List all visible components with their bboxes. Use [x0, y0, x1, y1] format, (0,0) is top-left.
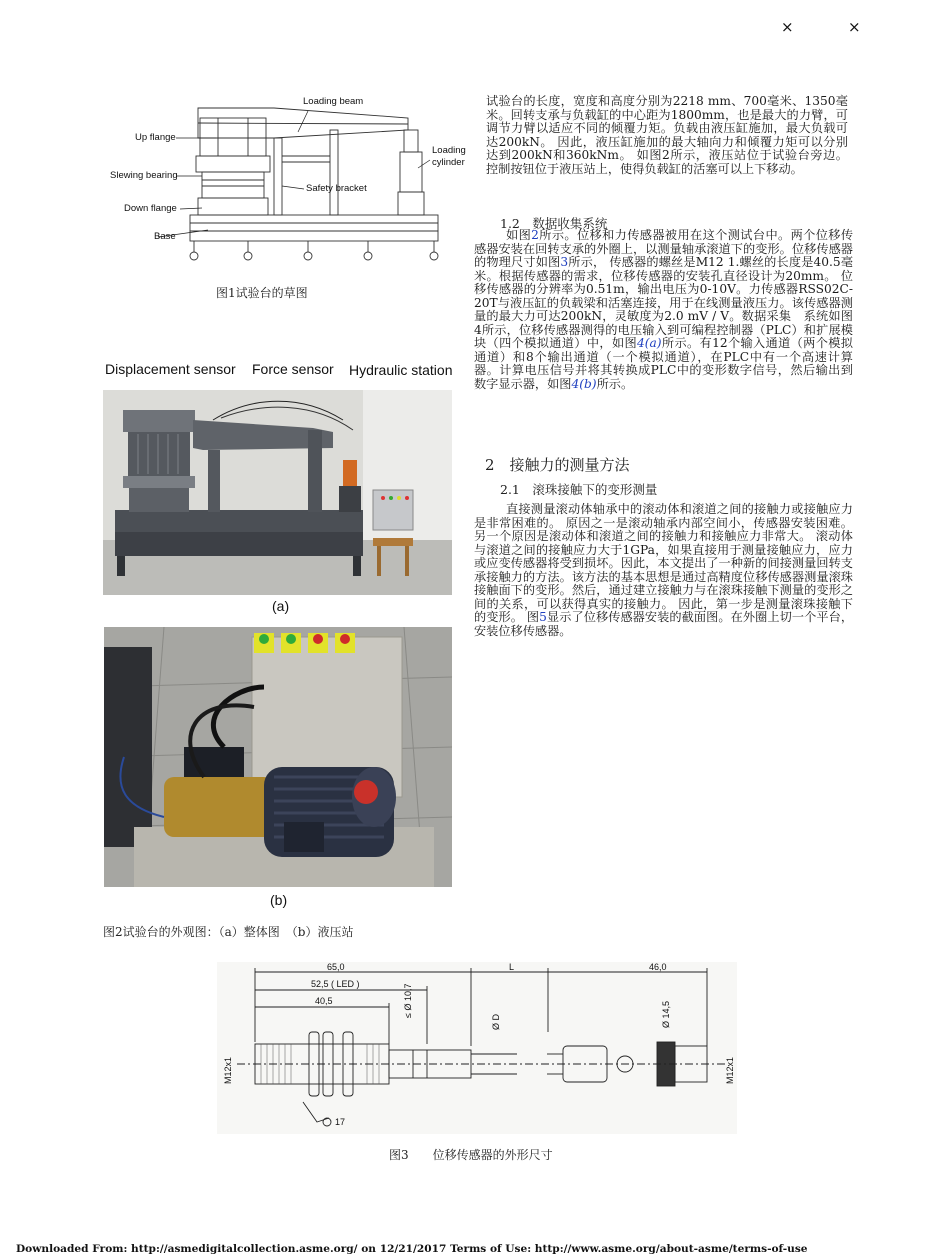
figure1-caption: 图1试验台的草图: [216, 286, 308, 300]
figure-ref-4a[interactable]: 4(a): [637, 336, 662, 350]
dim-65: 65,0: [327, 962, 345, 972]
figure3-drawing: [217, 962, 737, 1134]
section-1-2-title: 1.2 数据收集系统: [500, 216, 608, 231]
text-run: 如图: [506, 228, 532, 242]
dim-46: 46,0: [649, 962, 667, 972]
figure1-sketch: [98, 90, 466, 270]
text-run: 直接测量滚动体轴承中的滚动体和滚道之间的接触力或接触应力是非常困难的。 原因之一是滚动轴承内部空间小，传感器安装困难。另一个原因是滚动体和滚道之间的接触力和接触应力非常大。 滚动体与滚道之间的接触应力大于1GPa，如果直接用于测量接触应力，应力或应变传感器将受到损坏。因此，本文提出了一种新的间接测量回转支承接触力的方法。该方法的基本思想是通过高精度位移传感器测量滚珠接触面下的变形。然后，通过建立接触力与在滚珠接触下测量的变形之间的关系，可以获得真实的接触力。 因此，第一步是测量滚珠接触下的变形。 图: [474, 502, 853, 624]
label-loading-beam: Loading beam: [303, 96, 364, 107]
dim-m12-right: M12x1: [725, 1056, 735, 1084]
label-base: Base: [154, 231, 176, 242]
dim-dD: Ø D: [491, 1013, 501, 1030]
paragraph-text: [474, 503, 853, 638]
label-force-sensor: Force sensor: [252, 361, 334, 377]
dim-L: L: [509, 962, 515, 972]
paragraph-data-collection: [474, 229, 853, 391]
text-run: 显示了位移传感器安装的截面图。在外圈上切一个平台，安装位移传感器。: [474, 610, 854, 638]
sensor-dimension-drawing: [217, 962, 737, 1134]
label-slewing-bearing: Slewing bearing: [110, 170, 178, 181]
dim-m12-left: M12x1: [223, 1056, 233, 1084]
dim-wrench-17: 17: [335, 1117, 346, 1127]
label-loading-cylinder-2: cylinder: [432, 157, 465, 168]
label-safety-bracket: Safety bracket: [306, 183, 367, 194]
paragraph-text: [474, 229, 853, 391]
download-footer: Downloaded From: http://asmedigitalcollection.asme.org/ on 12/21/2017 Terms of Use: http://www.asme.org/about-asme/terms-of-use: [16, 1243, 808, 1255]
dim-d10-7: ≤ Ø 10,7: [403, 983, 413, 1018]
paragraph-text: 试验台的长度，宽度和高度分别为2218 mm、700毫米、1350毫米。回转支承与负载缸的中心距为1800mm，也是最大的力臂，可调节力臂以适应不同的倾覆力矩。负载由液压缸施加，最大负载可达200kN。 因此，液压缸施加的最大轴向力和倾覆力矩可以分别达到200kN和360kNm。 如图2所示，液压站位于试验台旁边。 控制按钮位于液压站上，使得负载缸的活塞可以上下移动。: [486, 94, 848, 176]
close-icon[interactable]: ×: [781, 18, 794, 36]
text-run: 所示。: [596, 376, 634, 391]
label-up-flange: Up flange: [135, 132, 176, 143]
label-a: (a): [272, 598, 290, 614]
figure-ref-5[interactable]: 5: [539, 610, 547, 624]
figure-ref-3[interactable]: 3: [560, 255, 569, 269]
test-bench-photo-illustration: [103, 390, 452, 595]
hydraulic-station-photo-illustration: [104, 627, 452, 887]
paragraph-test-bench-dimensions: [486, 95, 848, 176]
close-icon-secondary[interactable]: ×: [848, 18, 861, 36]
section-2-1-title: 2.1 滚珠接触下的变形测量: [500, 482, 658, 497]
label-loading-cylinder-1: Loading: [432, 145, 466, 156]
figure-ref-4b[interactable]: 4(b): [571, 376, 597, 391]
label-down-flange: Down flange: [124, 203, 177, 214]
dim-40-5: 40,5: [315, 996, 333, 1006]
text-run: 所示。有12个输入通道（两个模拟通道）和8个输出通道（一个模拟通道），在PLC中有一个高速计算器。计算电压信号并将其转换成PLC中的变形数字信号，然后输出到数字显示器，如图: [474, 336, 853, 391]
figure2-caption: 图2试验台的外观图：（a）整体图 （b）液压站: [103, 925, 354, 939]
label-hydraulic-station: Hydraulic station: [349, 362, 453, 378]
text-run: 所示， 传感器的螺丝是M12 1.螺丝的长度是40.5毫米。根据传感器的需求，位移传感器的安装孔直径设计为20mm。 位移传感器的分辨率为0.51m，输出电压为0-10V。力传感器RSS02C-20T与液压缸的负载梁和活塞连接，用于在线测量液压力。该传感器测量的最大力可达200kN，灵敏度为2.0 mV / V。数据采集 系统如图4所示，位移传感器测得的电压输入到可编程控制器（PLC）和扩展模块（四个模拟通道）中，如图: [474, 255, 854, 350]
label-b: (b): [270, 892, 288, 908]
label-displacement-sensor: Displacement sensor: [105, 361, 236, 377]
figure3-caption: 图3 位移传感器的外形尺寸: [389, 1148, 553, 1162]
paragraph-deformation-measurement: [474, 503, 853, 638]
figure-ref-2[interactable]: 2: [531, 228, 539, 242]
photo-hydraulic-station: [104, 627, 452, 887]
dim-d14-5: Ø 14,5: [661, 1000, 671, 1028]
text-run: 所示。位移和力传感器被用在这个测试台中。两个位移传感器安装在回转支承的外圈上，以测量轴承滚道下的变形。位移传感器的物理尺寸如图: [474, 228, 854, 269]
photo-test-bench: [103, 390, 452, 595]
section-2-title: 2 接触力的测量方法: [485, 456, 630, 474]
dim-52-5-led: 52,5 ( LED ): [311, 979, 360, 989]
